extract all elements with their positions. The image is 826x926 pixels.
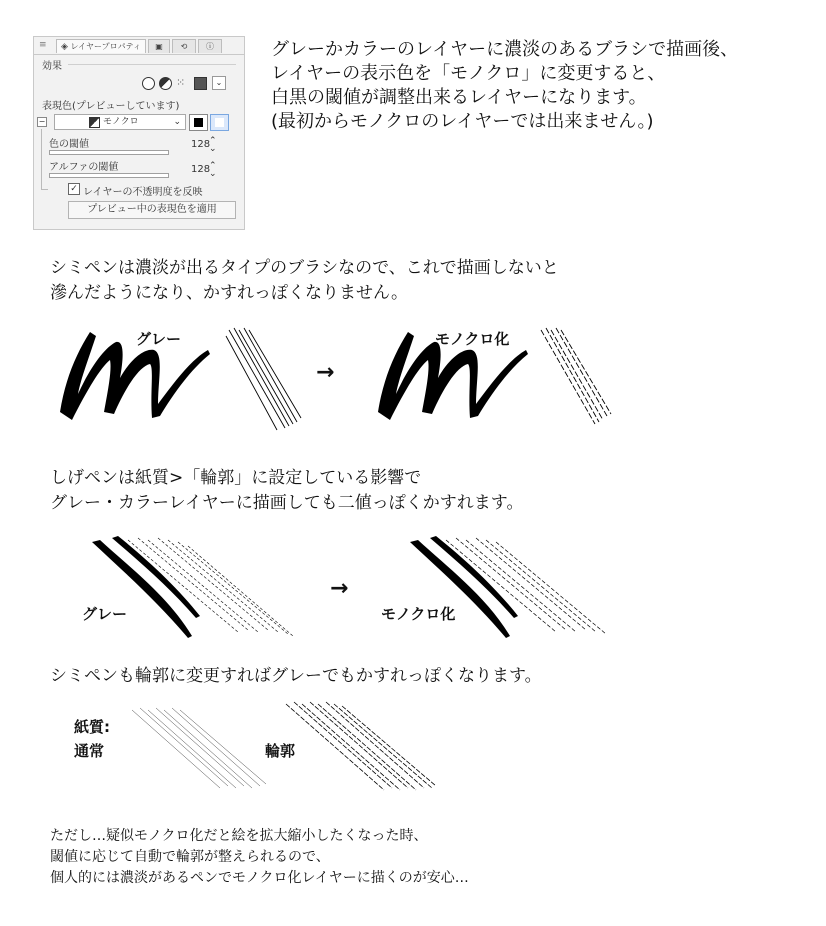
expression-color-value: モノクロ (103, 117, 139, 127)
tab-info-icon[interactable]: ⓘ (198, 39, 222, 53)
section2-gray-stroke-sample (88, 536, 298, 641)
effect-dropdown-icon[interactable]: ⌄ (212, 76, 226, 90)
section2-gray-label: グレー (82, 605, 128, 623)
section1-arrow-icon: → (316, 360, 335, 385)
intro-line-2: レイヤーの表示色を「モノクロ」に変更すると、 (271, 63, 666, 84)
intro-line-1: グレーかカラーのレイヤーに濃淡のあるブラシで描画後、 (271, 39, 739, 60)
section1-mono-label: モノクロ化 (435, 330, 510, 348)
section1-line-1: シミペンは濃淡が出るタイプのブラシなので、これで描画しないと (50, 258, 559, 278)
reflect-opacity-label: レイヤーの不透明度を反映 (83, 187, 203, 198)
color-threshold-value: 128 (191, 139, 211, 150)
mono-swatch-icon (89, 117, 100, 128)
alpha-threshold-slider[interactable] (49, 173, 169, 178)
color-threshold-slider[interactable] (49, 150, 169, 155)
chevron-down-icon: ⌄ (173, 117, 181, 127)
collapse-icon[interactable]: − (38, 117, 46, 126)
footer-line-2: 閾値に応じて自動で輪郭が整えられるので、 (50, 849, 330, 865)
layer-property-panel (33, 36, 245, 230)
effect-tone-icon[interactable]: ⁙ (176, 76, 186, 89)
section2-arrow-icon: → (330, 576, 349, 601)
section3-line-1: シミペンも輪郭に変更すればグレーでもかすれっぽくなります。 (50, 666, 542, 686)
section2-mono-stroke-sample (406, 536, 616, 641)
section2-mono-label: モノクロ化 (381, 605, 456, 623)
gray-hatching-sample (225, 328, 305, 438)
outline-paper-hatching-sample (284, 702, 444, 797)
footer-line-1: ただし…疑似モノクロ化だと絵を拡大縮小したくなった時、 (50, 828, 428, 844)
section2-line-2: グレー・カラーレイヤーに描画しても二値っぽくかすれます。 (50, 493, 524, 513)
effect-layer-color-icon[interactable] (194, 77, 207, 90)
alpha-threshold-spinner-icon[interactable]: ⌃ ⌄ (209, 161, 217, 179)
intro-line-4: (最初からモノクロのレイヤーでは出来ません。) (271, 111, 654, 132)
section3-text (50, 664, 542, 689)
intro-line-3: 白黒の閾値が調整出来るレイヤーになります。 (271, 87, 647, 108)
tab-layer-property[interactable] (56, 39, 146, 53)
effect-threshold-icon[interactable] (159, 77, 172, 90)
tab-rotate-icon[interactable]: ⟲ (172, 39, 196, 53)
panel-tabs (34, 37, 244, 55)
color-threshold-spinner-icon[interactable]: ⌃ ⌄ (209, 136, 217, 154)
tab-layer-property-label: レイヤープロパティ (70, 42, 142, 51)
intro-text (271, 38, 738, 134)
alpha-threshold-label: アルファの閾値 (49, 162, 119, 173)
paper-label: 紙質: (74, 718, 110, 736)
footer-text (50, 826, 469, 889)
apply-expression-color-button[interactable]: プレビュー中の表現色を適用 (68, 201, 236, 219)
paper-outline-label: 輪郭 (265, 742, 296, 760)
section2-line-1: しげペンは紙質>「輪郭」に設定している影響で (50, 468, 422, 488)
effect-border-icon[interactable] (142, 77, 155, 90)
white-color-swatch[interactable] (210, 114, 229, 131)
paper-normal-label: 通常 (74, 742, 105, 760)
menu-icon[interactable]: ≡ (39, 40, 47, 50)
black-color-swatch[interactable] (189, 114, 208, 131)
reflect-opacity-checkbox[interactable]: ✓ (68, 183, 80, 195)
alpha-threshold-value: 128 (191, 164, 211, 175)
effect-divider (68, 64, 236, 65)
section1-line-2: 滲んだようになり、かすれっぽくなりません。 (50, 283, 409, 303)
tab-image-icon[interactable]: ▣ (148, 39, 170, 53)
layer-property-icon: ◈ (60, 42, 68, 52)
color-threshold-label: 色の閾値 (49, 139, 89, 150)
normal-paper-hatching-sample (130, 708, 270, 793)
section1-text (50, 256, 559, 306)
section2-text (50, 466, 523, 516)
expression-color-select[interactable] (54, 114, 186, 130)
effect-label: 効果 (42, 61, 62, 72)
mono-hatching-sample (537, 328, 617, 438)
expression-color-label: 表現色(プレビューしています) (42, 101, 180, 112)
footer-line-3: 個人的には濃淡があるペンでモノクロ化レイヤーに描くのが安心… (50, 870, 469, 886)
tree-line (41, 129, 48, 190)
section1-gray-label: グレー (136, 330, 182, 348)
